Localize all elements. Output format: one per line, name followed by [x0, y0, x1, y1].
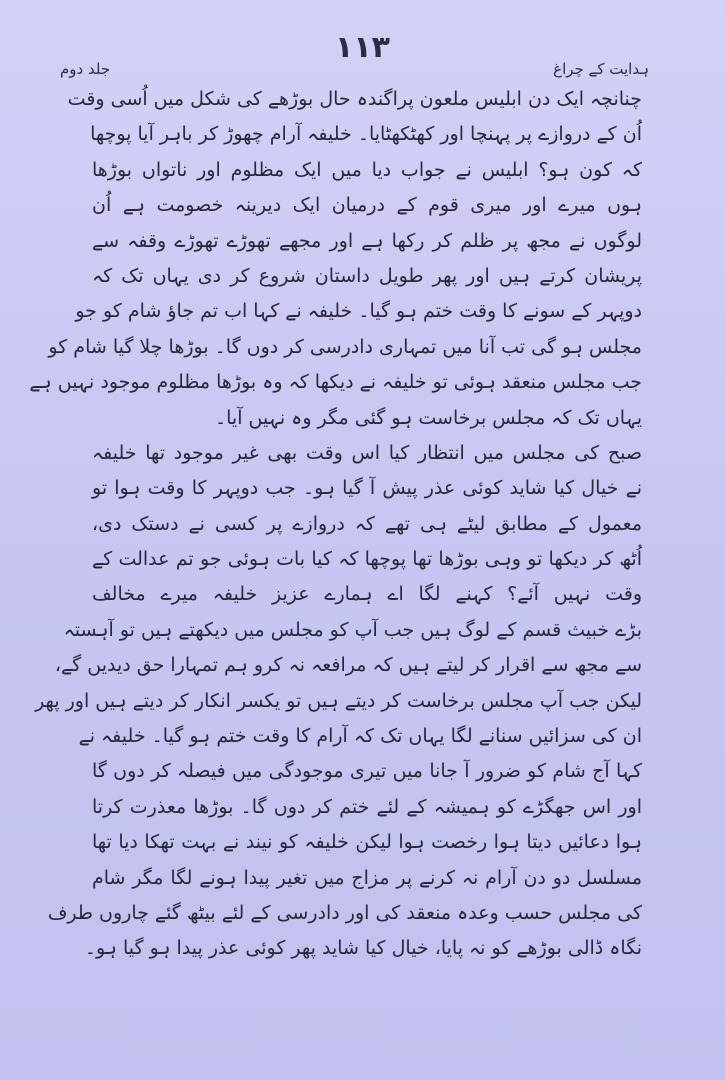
text-line: ہوں میرے اور میری قوم کے درمیان ایک دیرینہ خصومت ہے اُن — [92, 194, 642, 217]
text-line: دوپہر کے سونے کا وقت ختم ہو گیا۔ خلیفہ نے کہا اب تم جاؤ شام کو جو — [75, 300, 642, 323]
running-head-volume: جلد دوم — [60, 60, 111, 78]
text-line: چنانچہ ایک دن ابلیس ملعون پراگندہ حال بوڑھے کی شکل میں اُسی وقت — [67, 88, 642, 110]
page-number: ۱۱۳ — [335, 30, 390, 65]
text-line: نگاہ ڈالی بوڑھے کو نہ پایا، خیال کیا شاید پھر کوئی عذر پیدا ہو گیا ہو۔ — [84, 937, 642, 960]
text-line: مسلسل دو دن آرام نہ کرنے پر مزاج میں تغیر پیدا ہونے لگا مگر شام — [92, 866, 642, 889]
text-line: کی مجلس حسب وعدہ منعقد کی اور دادرسی کے لئے بیٹھ گئے چاروں طرف — [47, 901, 642, 924]
text-line: پریشان کرتے ہیں اور پھر طویل داستان شروع کر دی یہاں تک کہ — [92, 264, 642, 287]
text-line: جب مجلس منعقد ہوئی تو خلیفہ نے دیکھا کہ وہ بوڑھا مظلوم موجود نہیں ہے — [29, 371, 642, 394]
text-line: سے مجھ سے اقرار کر لیتے ہیں کہ مرافعہ نہ کرو ہم تمہارا حق دیدیں گے، — [54, 654, 642, 677]
body-text — [29, 82, 642, 967]
text-line: وقت نہیں آئے؟ کہنے لگا اے ہمارے عزیز خلیفہ میرے مخالف — [92, 583, 642, 606]
running-head-book-title: ہدایت کے چراغ — [553, 60, 649, 78]
text-line: ہوا دعائیں دیتا ہوا رخصت ہوا لیکن خلیفہ کو نیند نے بہت تھکا دیا تھا — [92, 831, 642, 854]
text-line: لیکن جب آپ مجلس برخاست کر دیتے ہیں تو یکسر انکار کر دیتے ہیں اور پھر — [35, 689, 642, 712]
text-line: ان کی سزائیں سنانے لگا یہاں تک کہ آرام کا وقت ختم ہو گیا۔ خلیفہ نے — [78, 725, 642, 748]
text-line: اُٹھ کر دیکھا تو وہی بوڑھا تھا پوچھا کہ کیا بات ہوئی جو تم عدالت کے — [92, 548, 642, 571]
text-line: یہاں تک کہ مجلس برخاست ہو گئی مگر وہ نہیں آیا۔ — [215, 406, 642, 429]
text-line: کہا آج شام کو ضرور آ جانا میں تیری موجودگی میں فیصلہ کر دوں گا — [92, 760, 642, 783]
text-line: کہ کون ہو؟ ابلیس نے جواب دیا میں ایک مظلوم اور ناتواں بوڑھا — [92, 158, 642, 181]
text-line: بڑے خبیث قسم کے لوگ ہیں جب آپ کو مجلس میں دیکھتے ہیں تو آہستہ — [63, 618, 642, 641]
text-line: اور اس جھگڑے کو ہمیشہ کے لئے ختم کر دوں گا۔ بوڑھا معذرت کرتا — [92, 795, 642, 818]
text-line: لوگوں نے مجھ پر ظلم کر رکھا ہے اور مجھے تھوڑے تھوڑے وقفہ سے — [92, 229, 642, 252]
text-line: نے خیال کیا شاید کوئی عذر پیش آ گیا ہو۔ جب دوپہر کا وقت ہوا تو — [92, 477, 642, 500]
text-line: اُن کے دروازے پر پہنچا اور کھٹکھٹایا۔ خلیفہ آرام چھوڑ کر باہر آیا پوچھا — [90, 123, 642, 146]
text-line: معمول کے مطابق لیٹے ہی تھے کہ دروازے پر کسی نے دستک دی، — [92, 512, 642, 535]
text-line: مجلس ہو گی تب آنا میں تمہاری دادرسی کر دوں گا۔ بوڑھا چلا گیا شام کو — [48, 335, 642, 358]
text-line: صبح کی مجلس میں انتظار کیا اس وقت بھی غیر موجود تھا خلیفہ — [92, 441, 642, 464]
